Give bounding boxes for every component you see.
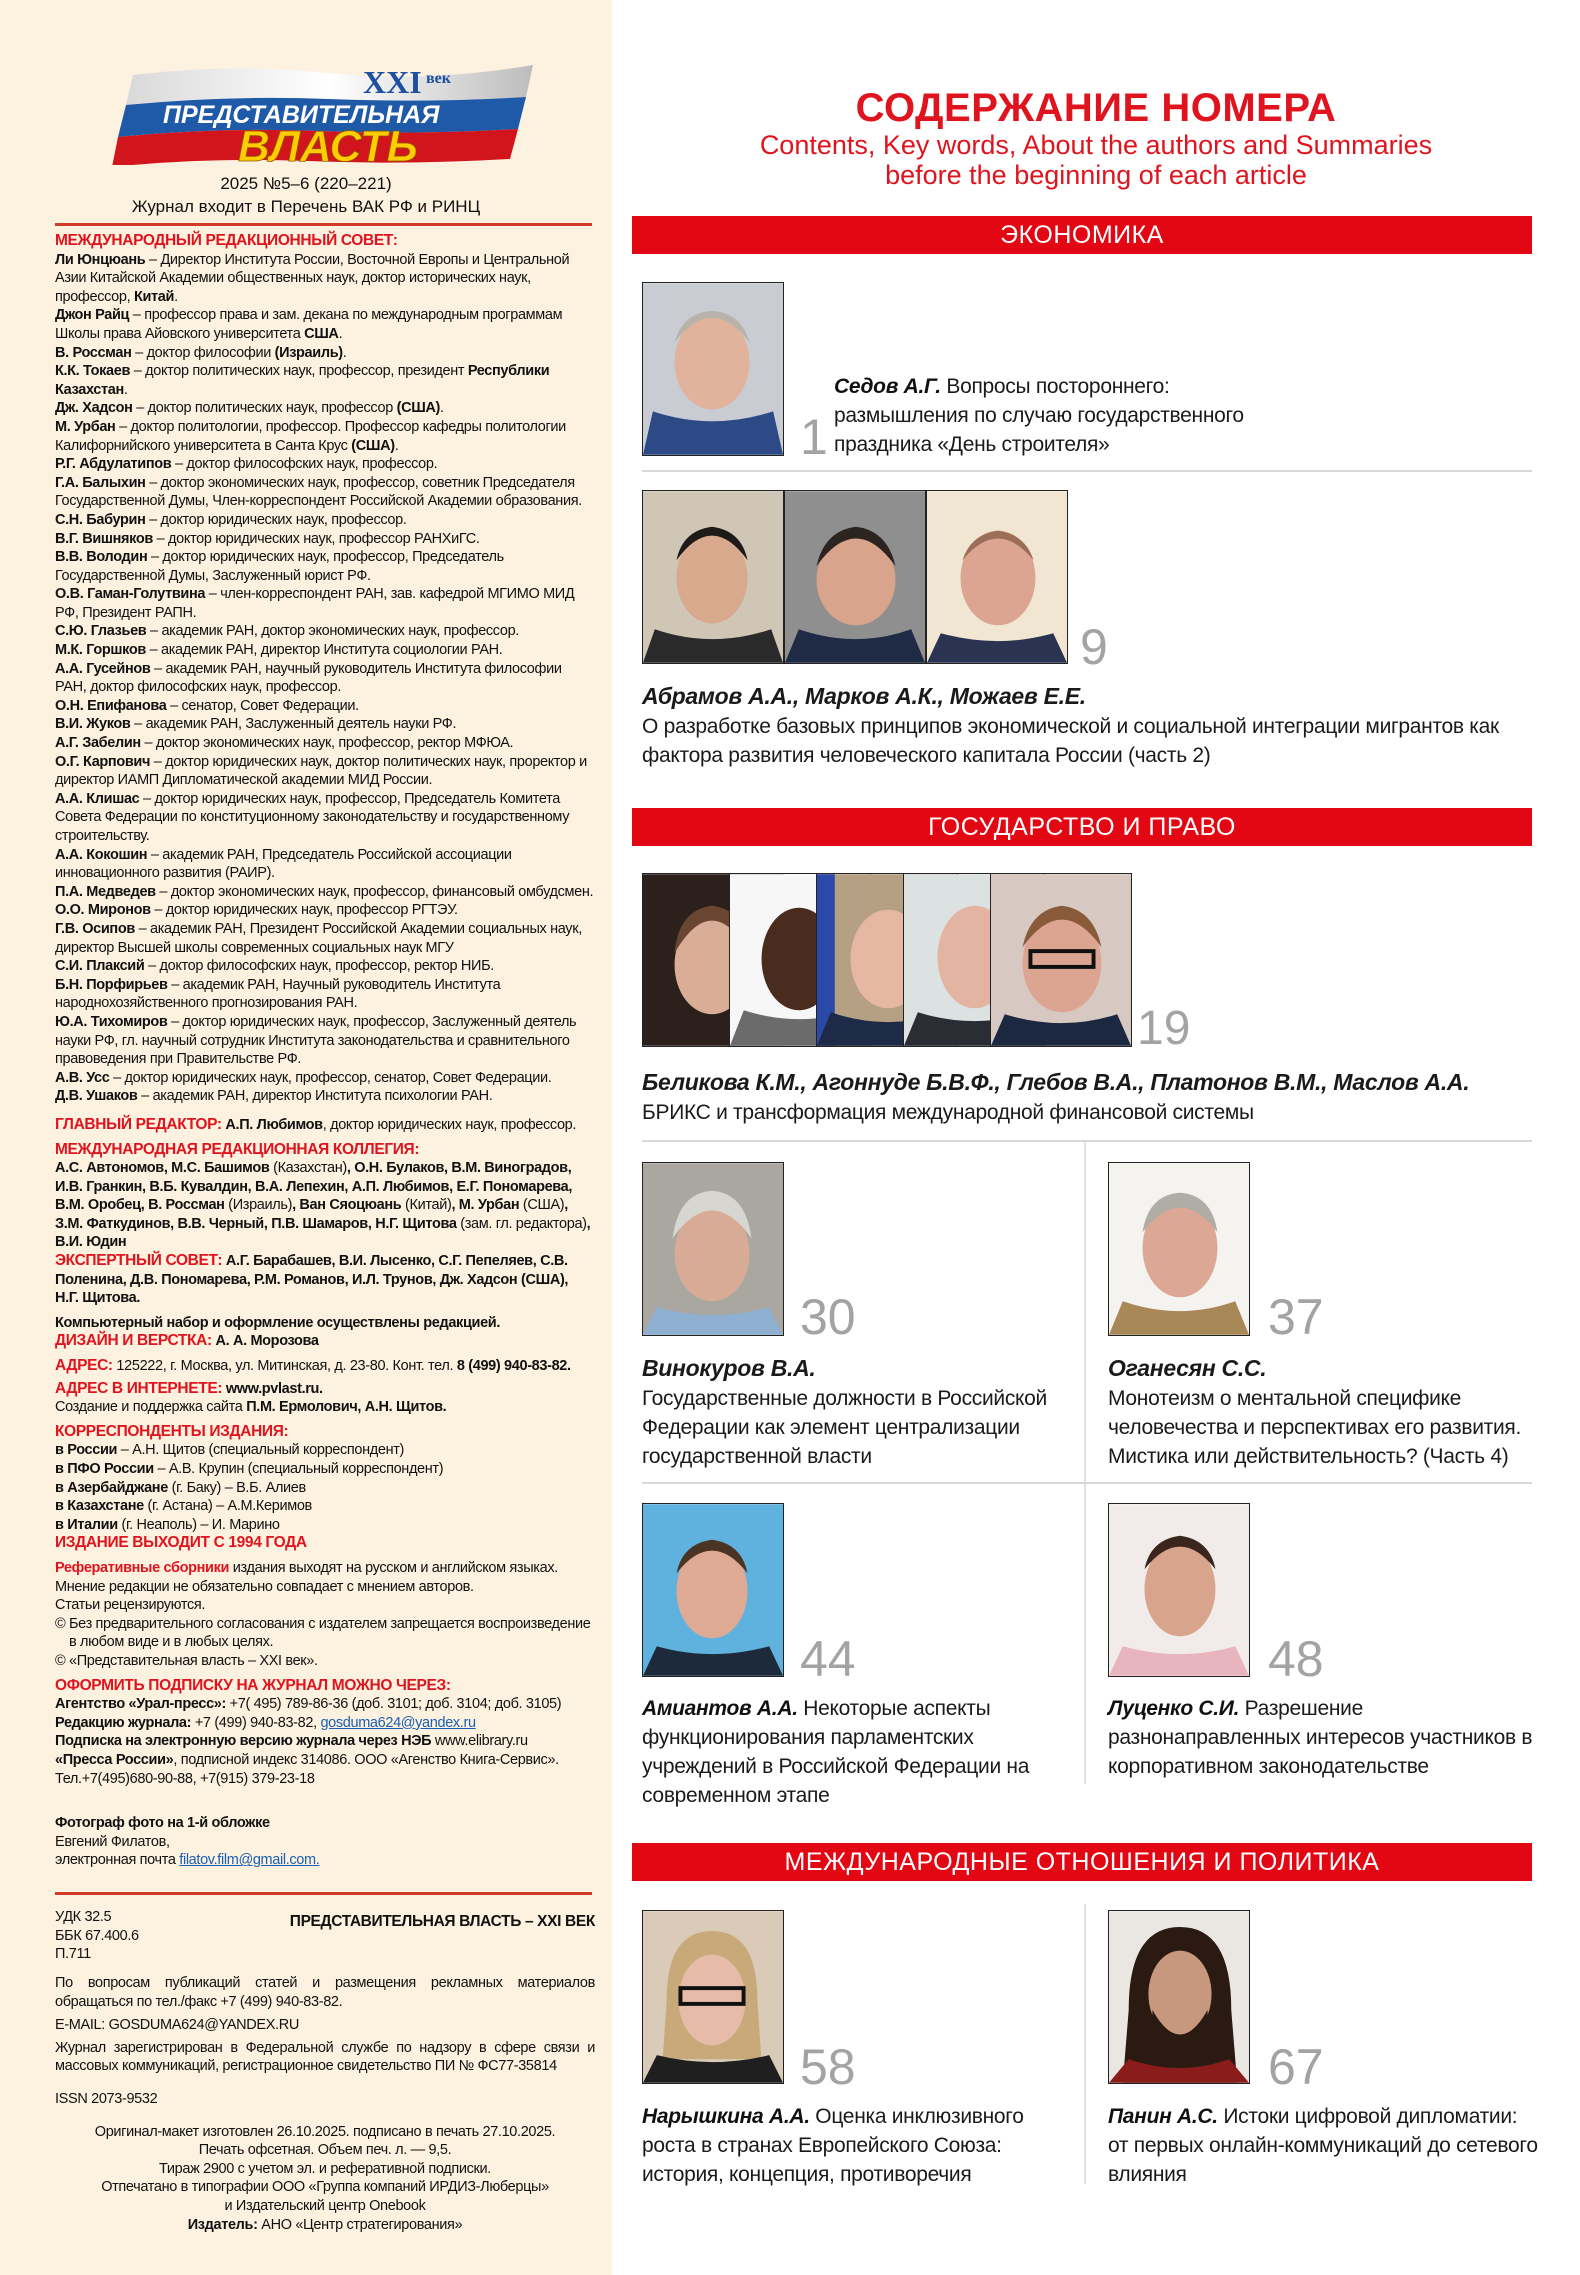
column-divider (1084, 1484, 1086, 1784)
photo-credit-label: Фотограф фото на 1-й обложке (55, 1815, 270, 1832)
council-member: П.А. Медведев – доктор экономических наук, профессор, финансовый омбудсмен. (55, 883, 594, 900)
board-list (55, 1159, 595, 1252)
subscription-agency: Агентство «Урал-пресс»: +7( 495) 789-86-36 (доб. 3101; доб. 3104; доб. 3105) (55, 1696, 562, 1713)
address: АДРЕС: 125222, г. Москва, ул. Митинская, д. 23-80. Конт. тел. 8 (499) 940-83-82. (55, 1357, 571, 1375)
contents-column (612, 0, 1580, 2275)
journal-logo (108, 55, 538, 165)
photo-credit-name: Евгений Филатов, (55, 1833, 170, 1850)
correspondent: в ПФО России – А.В. Крупин (специальный корреспондент) (55, 1461, 444, 1477)
author-photo (642, 1162, 784, 1336)
council-member: А.А. Гусейнов – академик РАН, научный руководитель Института философии РАН, доктор философских наук, профессор. (55, 660, 562, 696)
editorial-email-link[interactable]: gosduma624@yandex.ru (320, 1714, 476, 1731)
council-member: А.А. Кокошин – академик РАН, Председатель Российской ассоциации инновационного развития (РАИР). (55, 846, 512, 882)
author-photo (1108, 1503, 1250, 1677)
subscription-heading: ОФОРМИТЬ ПОДПИСКУ НА ЖУРНАЛ МОЖНО ЧЕРЕЗ: (55, 1676, 451, 1694)
masthead-column (0, 0, 612, 2275)
council-member: Б.Н. Порфирьев – академик РАН, Научный руководитель Института народнохозяйственного прогнозирования РАН. (55, 976, 501, 1012)
author-photo (642, 490, 784, 664)
council-member: Джон Райц – профессор права и зам. декана по международным программам Школы права Айовского университета США. (55, 307, 563, 342)
article-entry[interactable]: Луценко С.И. Разрешение разнонаправленных интересов участников в корпоративном законодательстве (1108, 1697, 1533, 1778)
subscription-editorial: Редакцию журнала: +7 (499) 940-83-82, gosduma624@yandex.ru (55, 1714, 476, 1731)
print-type: Печать офсетная. Объем печ. л. — 9,5. (198, 2142, 452, 2159)
correspondent: в Азербайджане (г. Баку) – В.Б. Алиев (55, 1479, 306, 1496)
logo-line1: ПРЕДСТАВИТЕЛЬНАЯ (163, 101, 440, 129)
board-members: , О.Н. Булаков, В.М. Виноградов, И.В. Гранкин, В.Б. Кувалдин, В.А. Лепехин, А.П. Любимов, Е.Г. Пономарева, В.М. Оробец, В. Россман (55, 1160, 573, 1214)
copyright-note: © Без предварительного согласования с издателем запрещается воспроизведение в любом виде и в любых целях. (55, 1615, 591, 1651)
council-member: С.Ю. Глазьев – академик РАН, доктор экономических наук, профессор. (55, 623, 519, 640)
logo-century: XXI (363, 64, 422, 100)
editorial-info (55, 232, 595, 1870)
article-entry[interactable]: Панин А.С. Истоки цифровой дипломатии: от первых онлайн-коммуникаций до сетевого влияния (1108, 2105, 1538, 2186)
section-state-law[interactable]: ГОСУДАРСТВО И ПРАВО (632, 808, 1532, 846)
council-member: М. Урбан – доктор политологии, профессор. Профессор кафедры политологии Калифорнийского университета в Санта Крус (США). (55, 418, 566, 454)
council-member: Д.В. Ушаков – академик РАН, директор Института психологии РАН. (55, 1088, 493, 1105)
board-members: , З.М. Фаткудинов, В.В. Черный, П.В. Шамаров, Н.Г. Щитова (55, 1197, 568, 1232)
council-member: А.В. Усс – доктор юридических наук, профессор, сенатор, Совет Федерации. (55, 1069, 552, 1086)
subscription-press: «Пресса России», подписной индекс 314086. ООО «Агенство Книга-Сервис». (55, 1751, 559, 1768)
council-member: В.И. Жуков – академик РАН, Заслуженный деятель науки РФ. (55, 716, 457, 733)
author-photo (642, 1910, 784, 2084)
council-member: Ли Юнцюань – Директор Института России, Восточной Европы и Центральной Азии Китайской Академии общественных наук, доктор исторических наук, профессор, Китай. (55, 251, 570, 305)
author-photo (784, 490, 926, 664)
journal-name: ПРЕДСТАВИТЕЛЬНАЯ ВЛАСТЬ – XXI ВЕК (289, 1913, 595, 1930)
printer-1: Отпечатано в типографии ООО «Группа компаний ИРДИЗ-Люберцы» (101, 2179, 549, 2196)
author-photo (926, 490, 1068, 664)
board-members: А.С. Автономов, М.С. Башимов (55, 1160, 270, 1177)
council-member: В. Россман – доктор философии (Израиль). (55, 344, 347, 361)
page-number: 19 (1137, 1002, 1191, 1055)
page-number: 1 (800, 409, 828, 465)
correspondents-list (55, 1441, 595, 1534)
page-number: 67 (1268, 2039, 1324, 2095)
article-entry[interactable]: Беликова К.М., Агоннуде Б.В.Ф., Глебов В.А., Платонов В.М., Маслов А.А. БРИКС и трансформация международной финансовой системы (642, 1069, 1470, 1124)
author-photo (642, 1503, 784, 1677)
issue-number: 2025 №5–6 (220–221) (220, 174, 392, 193)
author-photo (1108, 1910, 1250, 2084)
board-note: (США) (519, 1197, 565, 1214)
section-international-relations[interactable]: МЕЖДУНАРОДНЫЕ ОТНОШЕНИЯ И ПОЛИТИКА (632, 1843, 1532, 1881)
expert-council: ЭКСПЕРТНЫЙ СОВЕТ: А.Г. Барабашев, В.И. Лысенко, С.Г. Пепеляев, С.В. Поленина, Д.В. Пономарева, Р.М. Романов, И.Л. Трунов, Дж. Хадсон (США), Н.Г. Щитова. (55, 1252, 569, 1307)
board-note: (Израиль) (224, 1197, 293, 1214)
subscription-phones: Тел.+7(495)680-90-88, +7(915) 379-23-18 (55, 1770, 315, 1787)
article-entry[interactable]: Амиантов А.А. Некоторые аспекты функционирования парламентских учреждений в Российской Федерации на современном этапе (642, 1697, 1030, 1807)
article-entry[interactable]: Оганесян С.С. Монотеизм о ментальной специфике человечества и перспективах его развития. Мистика или действительность? (Часть 4) (1108, 1355, 1522, 1468)
board-members: , М. Урбан (451, 1197, 520, 1214)
photo-credit-email: электронная почта filatov.film@gmail.com. (55, 1852, 320, 1869)
article-entry[interactable]: Нарышкина А.А. Оценка инклюзивного роста в странах Европейского Союза: история, концепция, противоречия (642, 2105, 1024, 2186)
divider (642, 470, 1532, 472)
subscription-neb: Подписка на электронную версию журнала через НЭБ www.elibrary.ru (55, 1733, 528, 1750)
board-note: (зам. гл. редактора) (456, 1215, 587, 1232)
page-number: 30 (800, 1289, 856, 1345)
contents-subtitle: Contents, Key words, About the authors and Summaries before the beginning of each article (759, 130, 1433, 190)
elibrary-link[interactable]: www.elibrary.ru (431, 1733, 528, 1750)
council-member: А.А. Клишас – доктор юридических наук, профессор, Председатель Комитета Совета Федерации по конституционному законодательству и государственному строительству. (55, 790, 570, 844)
inquiries: По вопросам публикаций статей и размещения рекламных материалов обращаться по тел./факс +7 (499) 940-83-82. (55, 1975, 595, 2010)
indexing-note: Журнал входит в Перечень ВАК РФ и РИНЦ (131, 197, 481, 216)
website-link[interactable]: www.pvlast.ru. (222, 1380, 323, 1397)
council-member: О.Г. Карпович – доктор юридических наук, доктор политических наук, проректор и директор ИАМП Дипломатической академии МИД России. (55, 753, 587, 789)
registration: Журнал зарегистрирован в Федеральной службе по надзору в сфере связи и массовых коммуникаций, регистрационное свидетельство ПИ № ФС77-35814 (55, 2039, 595, 2075)
council-member: В.Г. Вишняков – доктор юридических наук, профессор РАНХиГС. (55, 530, 480, 547)
printer-2: и Издательский центр Onebook (224, 2197, 426, 2214)
logo-line2: ВЛАСТЬ (238, 122, 418, 165)
divider (642, 1482, 1532, 1484)
divider (55, 223, 592, 226)
council-member: О.О. Миронов – доктор юридических наук, профессор РГТЭУ. (55, 902, 458, 919)
bbk: ББК 67.400.6 (55, 1927, 139, 1944)
circulation: Тираж 2900 с учетом эл. и реферативной подписки. (159, 2160, 491, 2177)
council-member: С.Н. Бабурин – доктор юридических наук, профессор. (55, 511, 407, 528)
correspondents-heading: КОРРЕСПОНДЕНТЫ ИЗДАНИЯ: (55, 1422, 289, 1440)
site-credit: Создание и поддержка сайта П.М. Ермолович, А.Н. Щитов. (55, 1399, 447, 1416)
article-entry[interactable]: Абрамов А.А., Марков А.К., Можаев Е.Е. О разработке базовых принципов экономической и социальной интеграции мигрантов как фактора развития человеческого капитала России (часть 2) (642, 683, 1499, 767)
design-credit: ДИЗАЙН И ВЕРСТКА: А. А. Морозова (55, 1332, 319, 1350)
council-list (55, 251, 595, 1106)
article-entry[interactable]: Винокуров В.А. Государственные должности в Российской Федерации как элемент централизации государственной власти (642, 1355, 1047, 1468)
board-members: , Ван Сяоцюань (292, 1197, 402, 1214)
issn: ISSN 2073-9532 (55, 2090, 158, 2107)
council-member: К.К. Токаев – доктор политических наук, профессор, президент Республики Казахстан. (55, 363, 550, 398)
council-member: В.В. Володин – доктор юридических наук, профессор, Председатель Государственной Думы, Заслуженный юрист РФ. (55, 549, 504, 584)
column-divider (1084, 1142, 1086, 1482)
council-member: Р.Г. Абдулатипов – доктор философских наук, профессор. (55, 456, 438, 473)
page-number: 44 (800, 1631, 856, 1687)
council-member: Г.А. Балыхин – доктор экономических наук, профессор, советник Председателя Государственной Думы, Член-корреспондент Российской Академии образования. (55, 474, 582, 510)
contents-title: СОДЕРЖАНИЕ НОМЕРА (855, 86, 1337, 130)
layout-date: Оригинал-макет изготовлен 26.10.2025. подписано в печать 27.10.2025. (94, 2123, 556, 2140)
p-index: П.711 (55, 1946, 91, 1963)
council-member: А.Г. Забелин – доктор экономических наук, профессор, ректор МФЮА. (55, 735, 514, 752)
logo-vek: век (426, 70, 451, 87)
web-address: АДРЕС В ИНТЕРНЕТЕ: www.pvlast.ru. (55, 1379, 323, 1397)
article-entry[interactable]: Седов А.Г. Вопросы постороннего: размышления по случаю государственного праздника «День строителя» (834, 375, 1244, 456)
council-member: М.К. Горшков – академик РАН, директор Института социологии РАН. (55, 642, 503, 659)
board-note: (Китай) (401, 1197, 452, 1214)
chief-editor: ГЛАВНЫЙ РЕДАКТОР: А.П. Любимов, доктор юридических наук, профессор. (55, 1115, 577, 1133)
column-divider (1084, 1904, 1086, 2184)
publisher: Издатель: АНО «Центр стратегирования» (187, 2216, 463, 2233)
council-member: О.В. Гаман-Голутвина – член-корреспондент РАН, зав. кафедрой МГИМО МИД РФ, Президент РАПН. (55, 586, 575, 621)
imprint-email: E-MAIL: GOSDUMA624@YANDEX.RU (55, 2017, 299, 2034)
abstracts-note: Реферативные сборники издания выходят на русском и английском языках. (55, 1559, 558, 1576)
correspondent: в Италии (г. Неаполь) – И. Марино (55, 1516, 280, 1533)
author-photo (1108, 1162, 1250, 1336)
opinion-note: Мнение редакции не обязательно совпадает с мнением авторов. (55, 1578, 474, 1595)
council-member: С.И. Плаксий – доктор философских наук, профессор, ректор НИБ. (55, 958, 494, 975)
author-photo (990, 873, 1132, 1047)
council-member: О.Н. Епифанова – сенатор, Совет Федерации. (55, 697, 359, 714)
correspondent: в Казахстане (г. Астана) – А.М.Керимов (55, 1498, 312, 1515)
council-heading: МЕЖДУНАРОДНЫЙ РЕДАКЦИОННЫЙ СОВЕТ: (55, 232, 398, 249)
copyright-name: © «Представительная власть – XXI век». (55, 1652, 318, 1669)
council-member: Г.В. Осипов – академик РАН, Президент Российской Академии социальных наук, директор Высшей школы современных социальных наук МГУ (55, 920, 582, 956)
board-heading: МЕЖДУНАРОДНАЯ РЕДАКЦИОННАЯ КОЛЛЕГИЯ: (55, 1140, 420, 1158)
imprint (55, 1908, 595, 2234)
page-number: 48 (1268, 1631, 1324, 1687)
udk: УДК 32.5 (55, 1909, 112, 1925)
council-member: Дж. Хадсон – доктор политических наук, профессор (США). (55, 400, 444, 417)
divider (642, 1140, 1532, 1142)
page-number: 9 (1080, 619, 1108, 675)
correspondent: в России – А.Н. Щитов (специальный корреспондент) (55, 1442, 405, 1459)
page-number: 37 (1268, 1289, 1324, 1345)
since-note: ИЗДАНИЕ ВЫХОДИТ С 1994 ГОДА (55, 1534, 307, 1552)
council-member: Ю.А. Тихомиров – доктор юридических наук, профессор, Заслуженный деятель науки РФ, гл. научный сотрудник Института законодательства и сравнительного правоведения при Правительстве РФ. (55, 1013, 577, 1068)
page-number: 58 (800, 2039, 856, 2095)
board-members: , В.И. Юдин (55, 1215, 591, 1251)
typeset-note: Компьютерный набор и оформление осуществлены редакцией. (55, 1314, 501, 1331)
section-economics[interactable]: ЭКОНОМИКА (632, 216, 1532, 254)
photographer-email-link[interactable]: filatov.film@gmail.com. (179, 1852, 320, 1869)
board-note: (Казахстан) (269, 1160, 347, 1177)
review-note: Статьи рецензируются. (55, 1597, 206, 1614)
author-photo (642, 282, 784, 456)
divider (55, 1892, 592, 1895)
